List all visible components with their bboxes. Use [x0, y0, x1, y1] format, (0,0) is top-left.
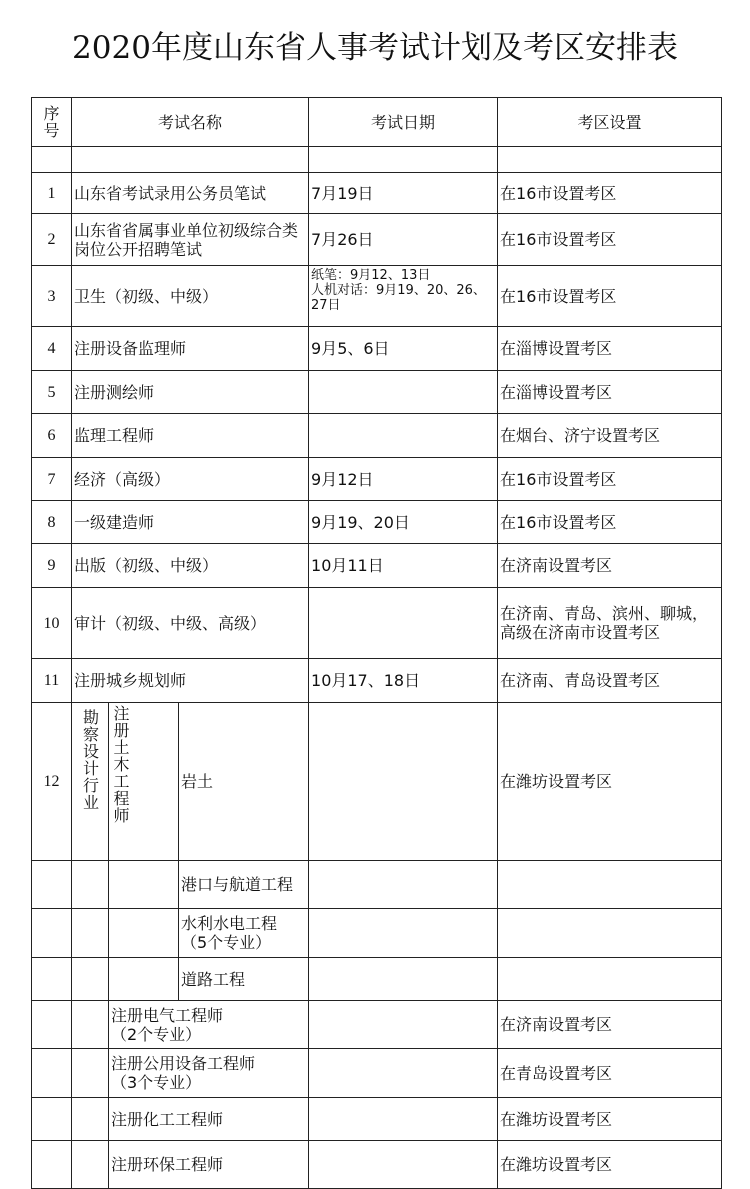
exam-area: 在16市设置考区 — [498, 173, 722, 214]
header-area: 考区设置 — [498, 98, 722, 147]
exam-date: 9月19、20日 — [309, 501, 498, 544]
exam-area: 在16市设置考区 — [498, 214, 722, 266]
empty-cell — [32, 958, 72, 1001]
row-seq: 8 — [32, 501, 72, 544]
empty-cell — [72, 958, 109, 1001]
exam-date: 9月12日 — [309, 458, 498, 501]
exam-name: 注册公用设备工程师 （3个专业） — [109, 1049, 309, 1098]
empty-cell — [32, 1001, 72, 1049]
empty-row — [32, 147, 722, 173]
table-row — [32, 214, 722, 266]
table-row — [32, 544, 722, 588]
table-row — [32, 458, 722, 501]
empty-cell — [32, 861, 72, 909]
row-seq: 4 — [32, 327, 72, 371]
exam-area: 在淄博设置考区 — [498, 327, 722, 371]
table-row — [32, 414, 722, 458]
row-seq: 10 — [32, 588, 72, 659]
exam-name: 水利水电工程 （5个专业） — [179, 909, 309, 958]
row-seq: 9 — [32, 544, 72, 588]
exam-name: 监理工程师 — [72, 414, 309, 458]
table-row — [32, 909, 722, 958]
table-row — [32, 266, 722, 327]
empty-cell — [109, 861, 179, 909]
table-row — [32, 1098, 722, 1141]
exam-name: 山东省省属事业单位初级综合类岗位公开招聘笔试 — [72, 214, 309, 266]
table-row — [32, 1141, 722, 1189]
table-row — [32, 173, 722, 214]
exam-date — [309, 1001, 498, 1049]
table-row — [32, 861, 722, 909]
table-row — [32, 327, 722, 371]
exam-date — [309, 703, 498, 861]
exam-date — [309, 909, 498, 958]
empty-cell — [109, 958, 179, 1001]
exam-name: 审计（初级、中级、高级） — [72, 588, 309, 659]
exam-name: 注册电气工程师 （2个专业） — [109, 1001, 309, 1049]
exam-name: 注册设备监理师 — [72, 327, 309, 371]
row-seq: 12 — [32, 703, 72, 861]
exam-date: 7月19日 — [309, 173, 498, 214]
table-row — [32, 703, 722, 861]
exam-name: 注册化工工程师 — [109, 1098, 309, 1141]
table-row — [32, 659, 722, 703]
empty-cell — [32, 1098, 72, 1141]
civil-engineer-cell — [109, 703, 179, 861]
exam-area: 在济南、青岛设置考区 — [498, 659, 722, 703]
exam-name: 注册环保工程师 — [109, 1141, 309, 1189]
civil-engineer-label: 注册土木工程师 — [111, 705, 130, 824]
row-seq: 11 — [32, 659, 72, 703]
exam-date — [309, 588, 498, 659]
empty-cell — [32, 1049, 72, 1098]
exam-date — [309, 1049, 498, 1098]
empty-cell — [498, 147, 722, 173]
exam-area — [498, 958, 722, 1001]
exam-name: 注册测绘师 — [72, 371, 309, 414]
exam-name: 道路工程 — [179, 958, 309, 1001]
exam-name: 港口与航道工程 — [179, 861, 309, 909]
exam-date — [309, 1141, 498, 1189]
row-seq: 1 — [32, 173, 72, 214]
exam-area: 在青岛设置考区 — [498, 1049, 722, 1098]
page-title: 2020年度山东省人事考试计划及考区安排表 — [72, 30, 678, 66]
empty-cell — [32, 147, 72, 173]
exam-area — [498, 909, 722, 958]
row-seq: 2 — [32, 214, 72, 266]
category-cell — [72, 703, 109, 861]
exam-date — [309, 861, 498, 909]
table-row — [32, 1049, 722, 1098]
exam-area: 在16市设置考区 — [498, 266, 722, 327]
exam-area: 在烟台、济宁设置考区 — [498, 414, 722, 458]
row-seq: 6 — [32, 414, 72, 458]
exam-date: 9月5、6日 — [309, 327, 498, 371]
row-seq: 5 — [32, 371, 72, 414]
exam-name: 经济（高级） — [72, 458, 309, 501]
exam-area: 在潍坊设置考区 — [498, 703, 722, 861]
header-seq: 序号 — [32, 98, 72, 147]
exam-area: 在淄博设置考区 — [498, 371, 722, 414]
exam-name: 一级建造师 — [72, 501, 309, 544]
category-label: 勘察设计行业 — [80, 709, 100, 811]
empty-cell — [72, 1049, 109, 1098]
empty-cell — [32, 909, 72, 958]
table-row — [32, 1001, 722, 1049]
exam-schedule-table — [31, 97, 722, 1189]
empty-cell — [72, 909, 109, 958]
empty-cell — [32, 1141, 72, 1189]
exam-date — [309, 958, 498, 1001]
table-row — [32, 958, 722, 1001]
header-row — [32, 98, 722, 147]
exam-area: 在济南设置考区 — [498, 1001, 722, 1049]
empty-cell — [72, 1001, 109, 1049]
exam-date — [309, 1098, 498, 1141]
empty-cell — [109, 909, 179, 958]
empty-cell — [72, 861, 109, 909]
exam-name: 出版（初级、中级） — [72, 544, 309, 588]
exam-area — [498, 861, 722, 909]
empty-cell — [72, 1141, 109, 1189]
empty-cell — [72, 1098, 109, 1141]
exam-date — [309, 414, 498, 458]
table-row — [32, 588, 722, 659]
exam-name: 山东省考试录用公务员笔试 — [72, 173, 309, 214]
exam-date — [309, 371, 498, 414]
row-seq: 3 — [32, 266, 72, 327]
exam-area: 在16市设置考区 — [498, 458, 722, 501]
exam-date: 10月11日 — [309, 544, 498, 588]
empty-cell — [309, 147, 498, 173]
exam-area: 在潍坊设置考区 — [498, 1098, 722, 1141]
exam-date: 纸笔：9月12、13日 人机对话：9月19、20、26、27日 — [309, 266, 498, 327]
exam-name: 卫生（初级、中级） — [72, 266, 309, 327]
header-date: 考试日期 — [309, 98, 498, 147]
exam-area: 在济南设置考区 — [498, 544, 722, 588]
exam-name: 注册城乡规划师 — [72, 659, 309, 703]
row-seq: 7 — [32, 458, 72, 501]
exam-area: 在潍坊设置考区 — [498, 1141, 722, 1189]
exam-date: 7月26日 — [309, 214, 498, 266]
table-row — [32, 371, 722, 414]
header-name: 考试名称 — [72, 98, 309, 147]
exam-area: 在16市设置考区 — [498, 501, 722, 544]
empty-cell — [72, 147, 309, 173]
exam-area: 在济南、青岛、滨州、聊城，高级在济南市设置考区 — [498, 588, 722, 659]
exam-name: 岩土 — [179, 703, 309, 861]
exam-date: 10月17、18日 — [309, 659, 498, 703]
table-row — [32, 501, 722, 544]
